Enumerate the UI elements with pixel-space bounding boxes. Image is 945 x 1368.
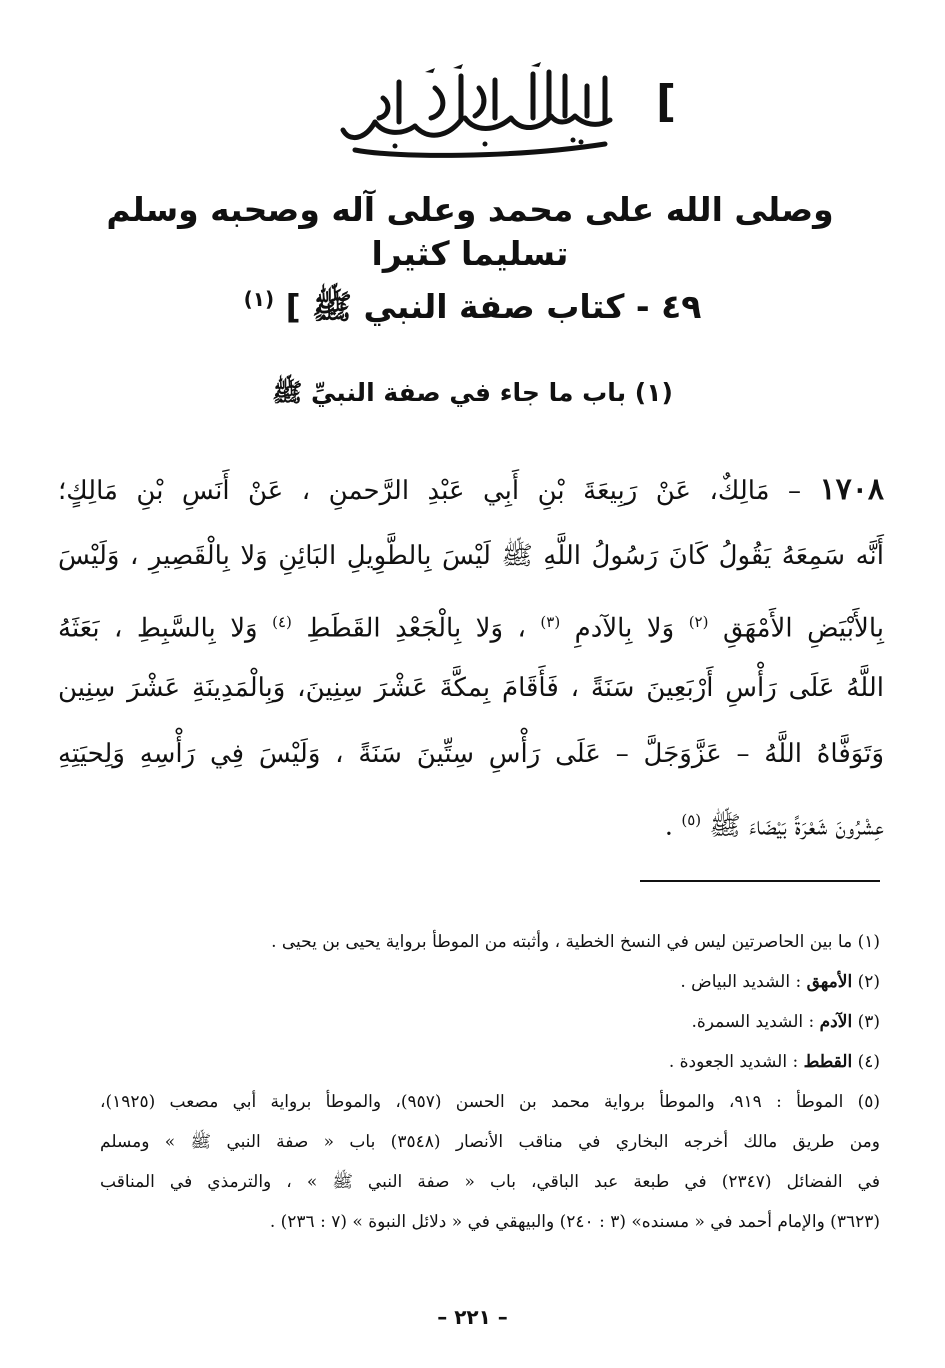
footnote-term: الآدم <box>819 1012 853 1032</box>
opening-bracket: [ <box>656 76 677 127</box>
footnote-4 <box>100 1042 880 1082</box>
footnote-5-line-1: (٥) الموطأ : ٩١٩، والموطأ برواية محمد بن الحسن (٩٥٧)، والموطأ برواية أبي مصعب (١٩٢٥)، <box>100 1092 881 1112</box>
footnote-2 <box>100 962 880 1002</box>
hadith-line-3 <box>58 589 884 655</box>
hadith-text: – مَالِكٌ، عَنْ رَبِيعَةَ بْنِ أَبِي عَبْدِ الرَّحمنِ ، عَنْ أَنَسِ بْنِ مَالِكٍ؛ <box>58 476 820 506</box>
hadith-line-5: وَتَوَفَّاهُ اللَّهُ – عَزَّوَجَلَّ – عَلَى رَأْسِ سِتِّينَ سَنَةً ، وَلَيْسَ فِي رَأْسِهِ وَلِحيَتِهِ <box>58 739 884 769</box>
page-number: – ٢٢١ – <box>437 1305 508 1329</box>
footnotes <box>100 922 880 1242</box>
hadith-text: . <box>664 811 682 842</box>
hadith-text: وَلا بِالسَّبِطِ ، بَعَثَهُ <box>58 613 273 644</box>
footnote-mark-1: (١) <box>243 287 275 311</box>
hadith-number: ١٧٠٨ <box>819 472 884 507</box>
hadith-text: بِالأَبْيَضِ الأَمْهَقِ <box>708 613 884 644</box>
footnote-5-line-3: في الفضائل (٢٣٤٧) في طبعة عبد الباقي، باب « صفة النبي ﷺ » ، والترمذي في المناقب <box>100 1172 880 1192</box>
salawat-line: وصلى الله على محمد وعلى آله وصحبه وسلم تسليما كثيرا <box>106 190 834 273</box>
hadith-text: عِشْرُونَ شَعْرَةً بَيْضَاءَ ﷺ <box>701 811 884 842</box>
footnote-mark-2: (٢) <box>688 613 709 631</box>
basmala-header <box>0 58 945 168</box>
footnote-definition: : الشديد الجعودة . <box>668 1052 804 1072</box>
hadith-text: ، وَلا بِالْجَعْدِ القَطَطِ <box>291 613 541 644</box>
footnote-divider <box>640 880 880 882</box>
footnote-number: (٣) <box>852 1012 880 1032</box>
hadith-line-2: أَنَّه سَمِعَهُ يَقُولُ كَانَ رَسُولُ اللَّهِ ﷺ لَيْسَ بِالطَّوِيلِ البَائِنِ وَلا بِالْقَصِيرِ ، وَلَيْسَ <box>58 541 884 571</box>
basmala-calligraphy <box>335 58 625 168</box>
footnote-5-line-2: ومن طريق مالك أخرجه البخاري في مناقب الأنصار (٣٥٤٨) باب « صفة النبي ﷺ » ومسلم <box>100 1132 880 1152</box>
footnote-definition: : الشديد السمرة. <box>691 1012 820 1032</box>
footnote-term: القطط <box>803 1052 853 1072</box>
footnote-5 <box>100 1082 880 1242</box>
book-title-text: ٤٩ - كتاب صفة النبي ﷺ ] <box>285 287 702 326</box>
footnote-1: (١) ما بين الحاصرتين ليس في النسخ الخطية ، وأثبته من الموطأ برواية يحيى بن يحيى . <box>271 932 880 952</box>
hadith-line-1 <box>58 457 884 523</box>
hadith-text: وَلا بِالآدمِ <box>560 613 689 644</box>
footnote-5-line-4: (٣٦٢٣) والإمام أحمد في « مسنده» (٣ : ٢٤٠) والبيهقي في « دلائل النبوة » (٧ : ٢٣٦) . <box>269 1212 880 1232</box>
footnote-mark-4: (٤) <box>272 613 292 631</box>
hadith-body <box>58 457 884 853</box>
hadith-line-6 <box>58 787 884 853</box>
footnote-mark-3: (٣) <box>540 613 561 631</box>
book-title <box>100 274 845 332</box>
footnote-mark-5: (٥) <box>681 811 702 829</box>
footnote-definition: : الشديد البياض . <box>680 972 807 992</box>
footnote-term: الأمهق <box>806 972 853 992</box>
chapter-title: (١) باب ما جاء في صفة النبيِّ ﷺ <box>272 378 673 407</box>
footnote-number: (٢) <box>852 972 880 992</box>
footnote-number: (٤) <box>852 1052 880 1072</box>
hadith-line-4: اللَّهُ عَلَى رَأْسِ أَرْبَعِينَ سَنَةً ، فَأَقَامَ بِمكَّةَ عَشْرَ سِنِينَ، وَبِالْمَدِينَةِ عَشْرَ سِنِين <box>58 673 884 703</box>
footnote-3 <box>100 1002 880 1042</box>
